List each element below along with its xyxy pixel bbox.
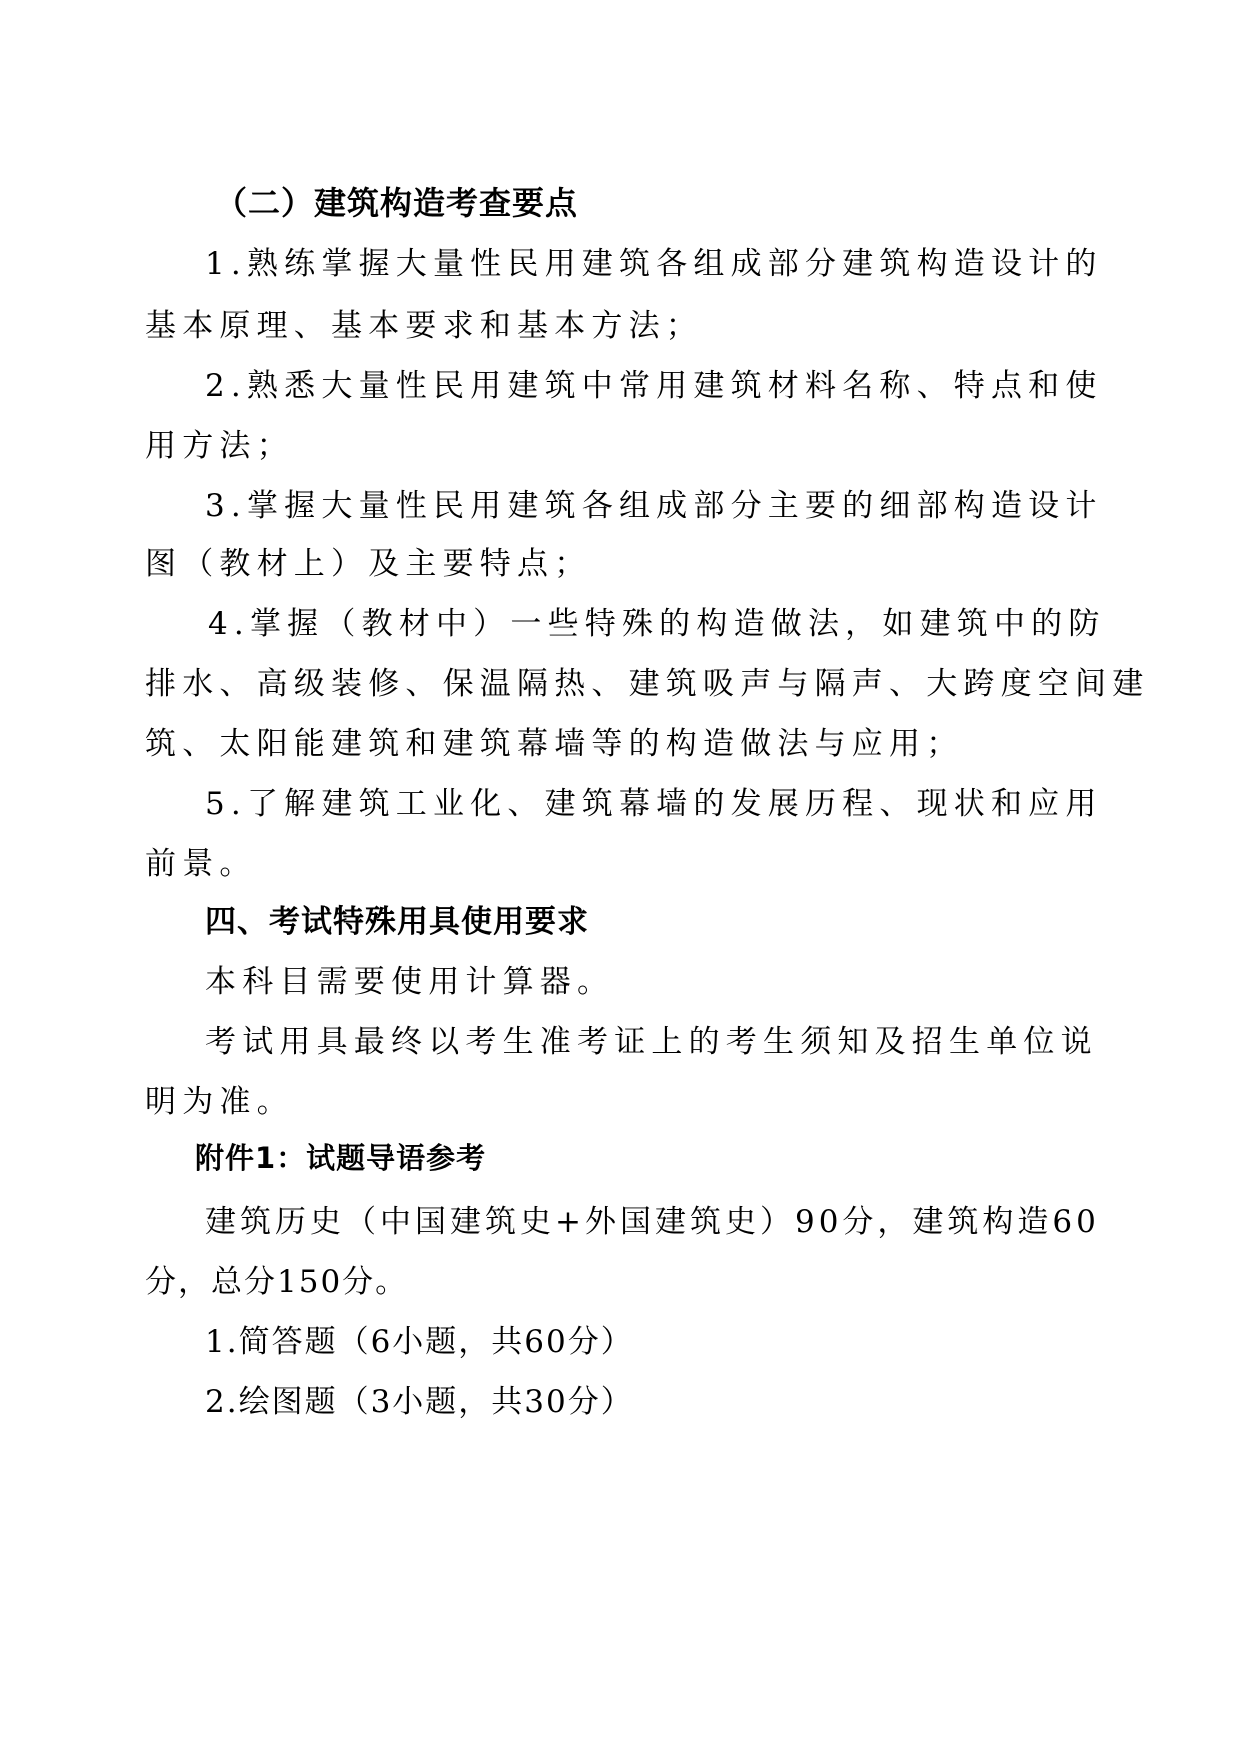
item-2-line-2: 用方法； (145, 428, 294, 464)
item-3-line-2: 图（教材上）及主要特点； (145, 546, 592, 582)
section-4-paragraph-2-line-2: 明为准。 (145, 1084, 294, 1120)
item-2-line-1: 2.熟悉大量性民用建筑中常用建筑材料名称、特点和使 (205, 368, 1103, 404)
item-4-line-3: 筑、太阳能建筑和建筑幕墙等的构造做法与应用； (145, 726, 964, 762)
appendix-paragraph-line-2: 分，总分150分。 (145, 1264, 409, 1300)
section-4-paragraph-2-line-1: 考试用具最终以考生准考证上的考生须知及招生单位说 (205, 1024, 1098, 1060)
item-4-line-2: 排水、高级装修、保温隔热、建筑吸声与隔声、大跨度空间建 (145, 666, 1150, 702)
appendix-question-2: 2.绘图题（3小题，共30分） (205, 1384, 634, 1420)
item-4-line-1: 4.掌握（教材中）一些特殊的构造做法，如建筑中的防 (208, 606, 1106, 642)
item-3-line-1: 3.掌握大量性民用建筑各组成部分主要的细部构造设计 (205, 488, 1103, 524)
appendix-heading: 附件1：试题导语参考 (195, 1141, 487, 1175)
item-5-line-2: 前景。 (145, 846, 257, 882)
section-heading: （二）建筑构造考查要点 (215, 184, 579, 222)
item-1-line-2: 基本原理、基本要求和基本方法； (145, 308, 703, 344)
item-1-line-1: 1.熟练掌握大量性民用建筑各组成部分建筑构造设计的 (205, 246, 1103, 282)
appendix-paragraph-line-1: 建筑历史（中国建筑史+外国建筑史）90分，建筑构造60 (205, 1204, 1100, 1240)
section-4-heading: 四、考试特殊用具使用要求 (205, 904, 589, 940)
appendix-question-1: 1.简答题（6小题，共60分） (205, 1324, 634, 1360)
section-4-paragraph-1: 本科目需要使用计算器。 (205, 964, 615, 1000)
item-5-line-1: 5.了解建筑工业化、建筑幕墙的发展历程、现状和应用 (205, 786, 1103, 822)
